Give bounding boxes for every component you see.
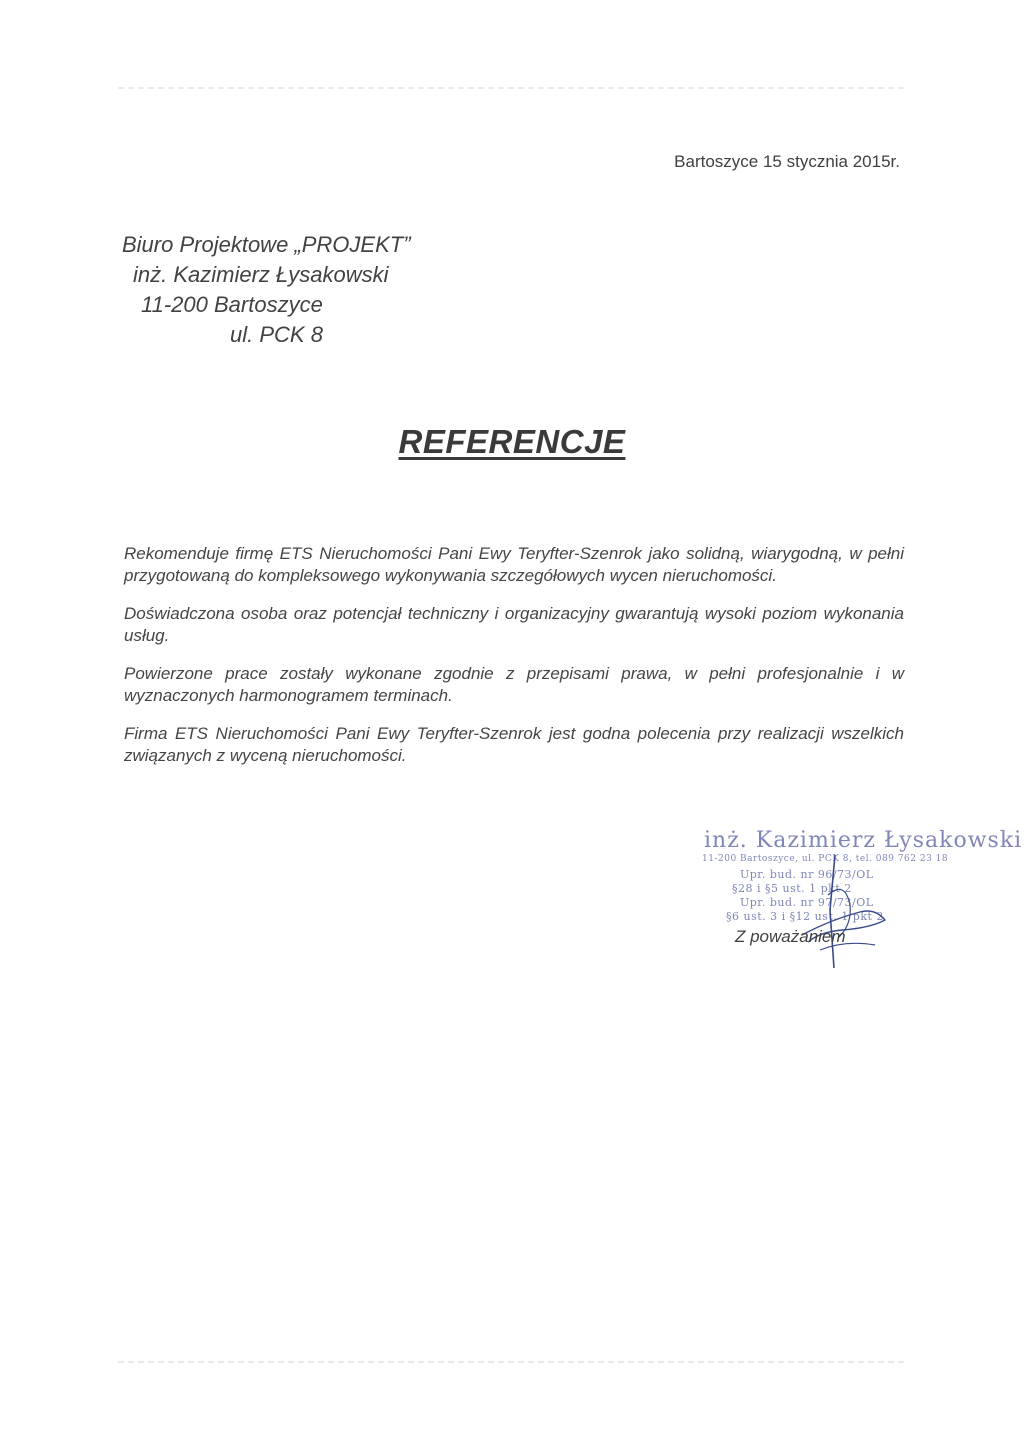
closing-phrase: Z poważaniem xyxy=(735,927,846,946)
scan-artifact-bottom xyxy=(118,1361,908,1363)
sender-name: inż. Kazimierz Łysakowski xyxy=(133,262,389,287)
stamp-license-2: Upr. bud. nr 97/73/OL xyxy=(740,896,874,909)
stamp-address: 11-200 Bartoszyce, ul. PCK 8, tel. 089 762 23 18 xyxy=(702,854,949,864)
sender-street: ul. PCK 8 xyxy=(230,322,323,347)
scan-artifact-top xyxy=(118,87,908,89)
body-paragraph: Firma ETS Nieruchomości Pani Ewy Teryfter-Szenrok jest godna polecenia przy realizacji wszelkich związanych z wyceną nieruchomości. xyxy=(124,724,904,765)
body-paragraph: Powierzone prace zostały wykonane zgodnie z przepisami prawa, w pełni profesjonalnie i w wyznaczonych harmonogramem terminach. xyxy=(124,664,904,705)
handwritten-signature xyxy=(790,850,900,970)
stamp-license-scope-2: §6 ust. 3 i §12 ust. 1 pkt 2 xyxy=(726,910,884,923)
sender-address-block xyxy=(122,230,411,350)
letter-body xyxy=(124,543,904,783)
letter-date: Bartoszyce 15 stycznia 2015r. xyxy=(674,152,900,171)
body-paragraph: Rekomenduje firmę ETS Nieruchomości Pani Ewy Teryfter-Szenrok jako solidną, wiarygodną, w pełni przygotowaną do kompleksowego wykonywania szczegółowych wycen nieruchomości. xyxy=(124,544,904,585)
sender-company: Biuro Projektowe „PROJEKT” xyxy=(122,232,411,257)
stamp-license-1: Upr. bud. nr 96/73/OL xyxy=(740,868,874,881)
document-title: REFERENCJE xyxy=(398,423,626,460)
sender-city: 11-200 Bartoszyce xyxy=(141,292,323,317)
stamp-name: inż. Kazimierz Łysakowski xyxy=(704,828,1023,853)
body-paragraph: Doświadczona osoba oraz potencjał techniczny i organizacyjny gwarantują wysoki poziom wykonania usług. xyxy=(124,604,904,645)
stamp-license-scope-1: §28 i §5 ust. 1 pkt 2 xyxy=(732,882,852,895)
